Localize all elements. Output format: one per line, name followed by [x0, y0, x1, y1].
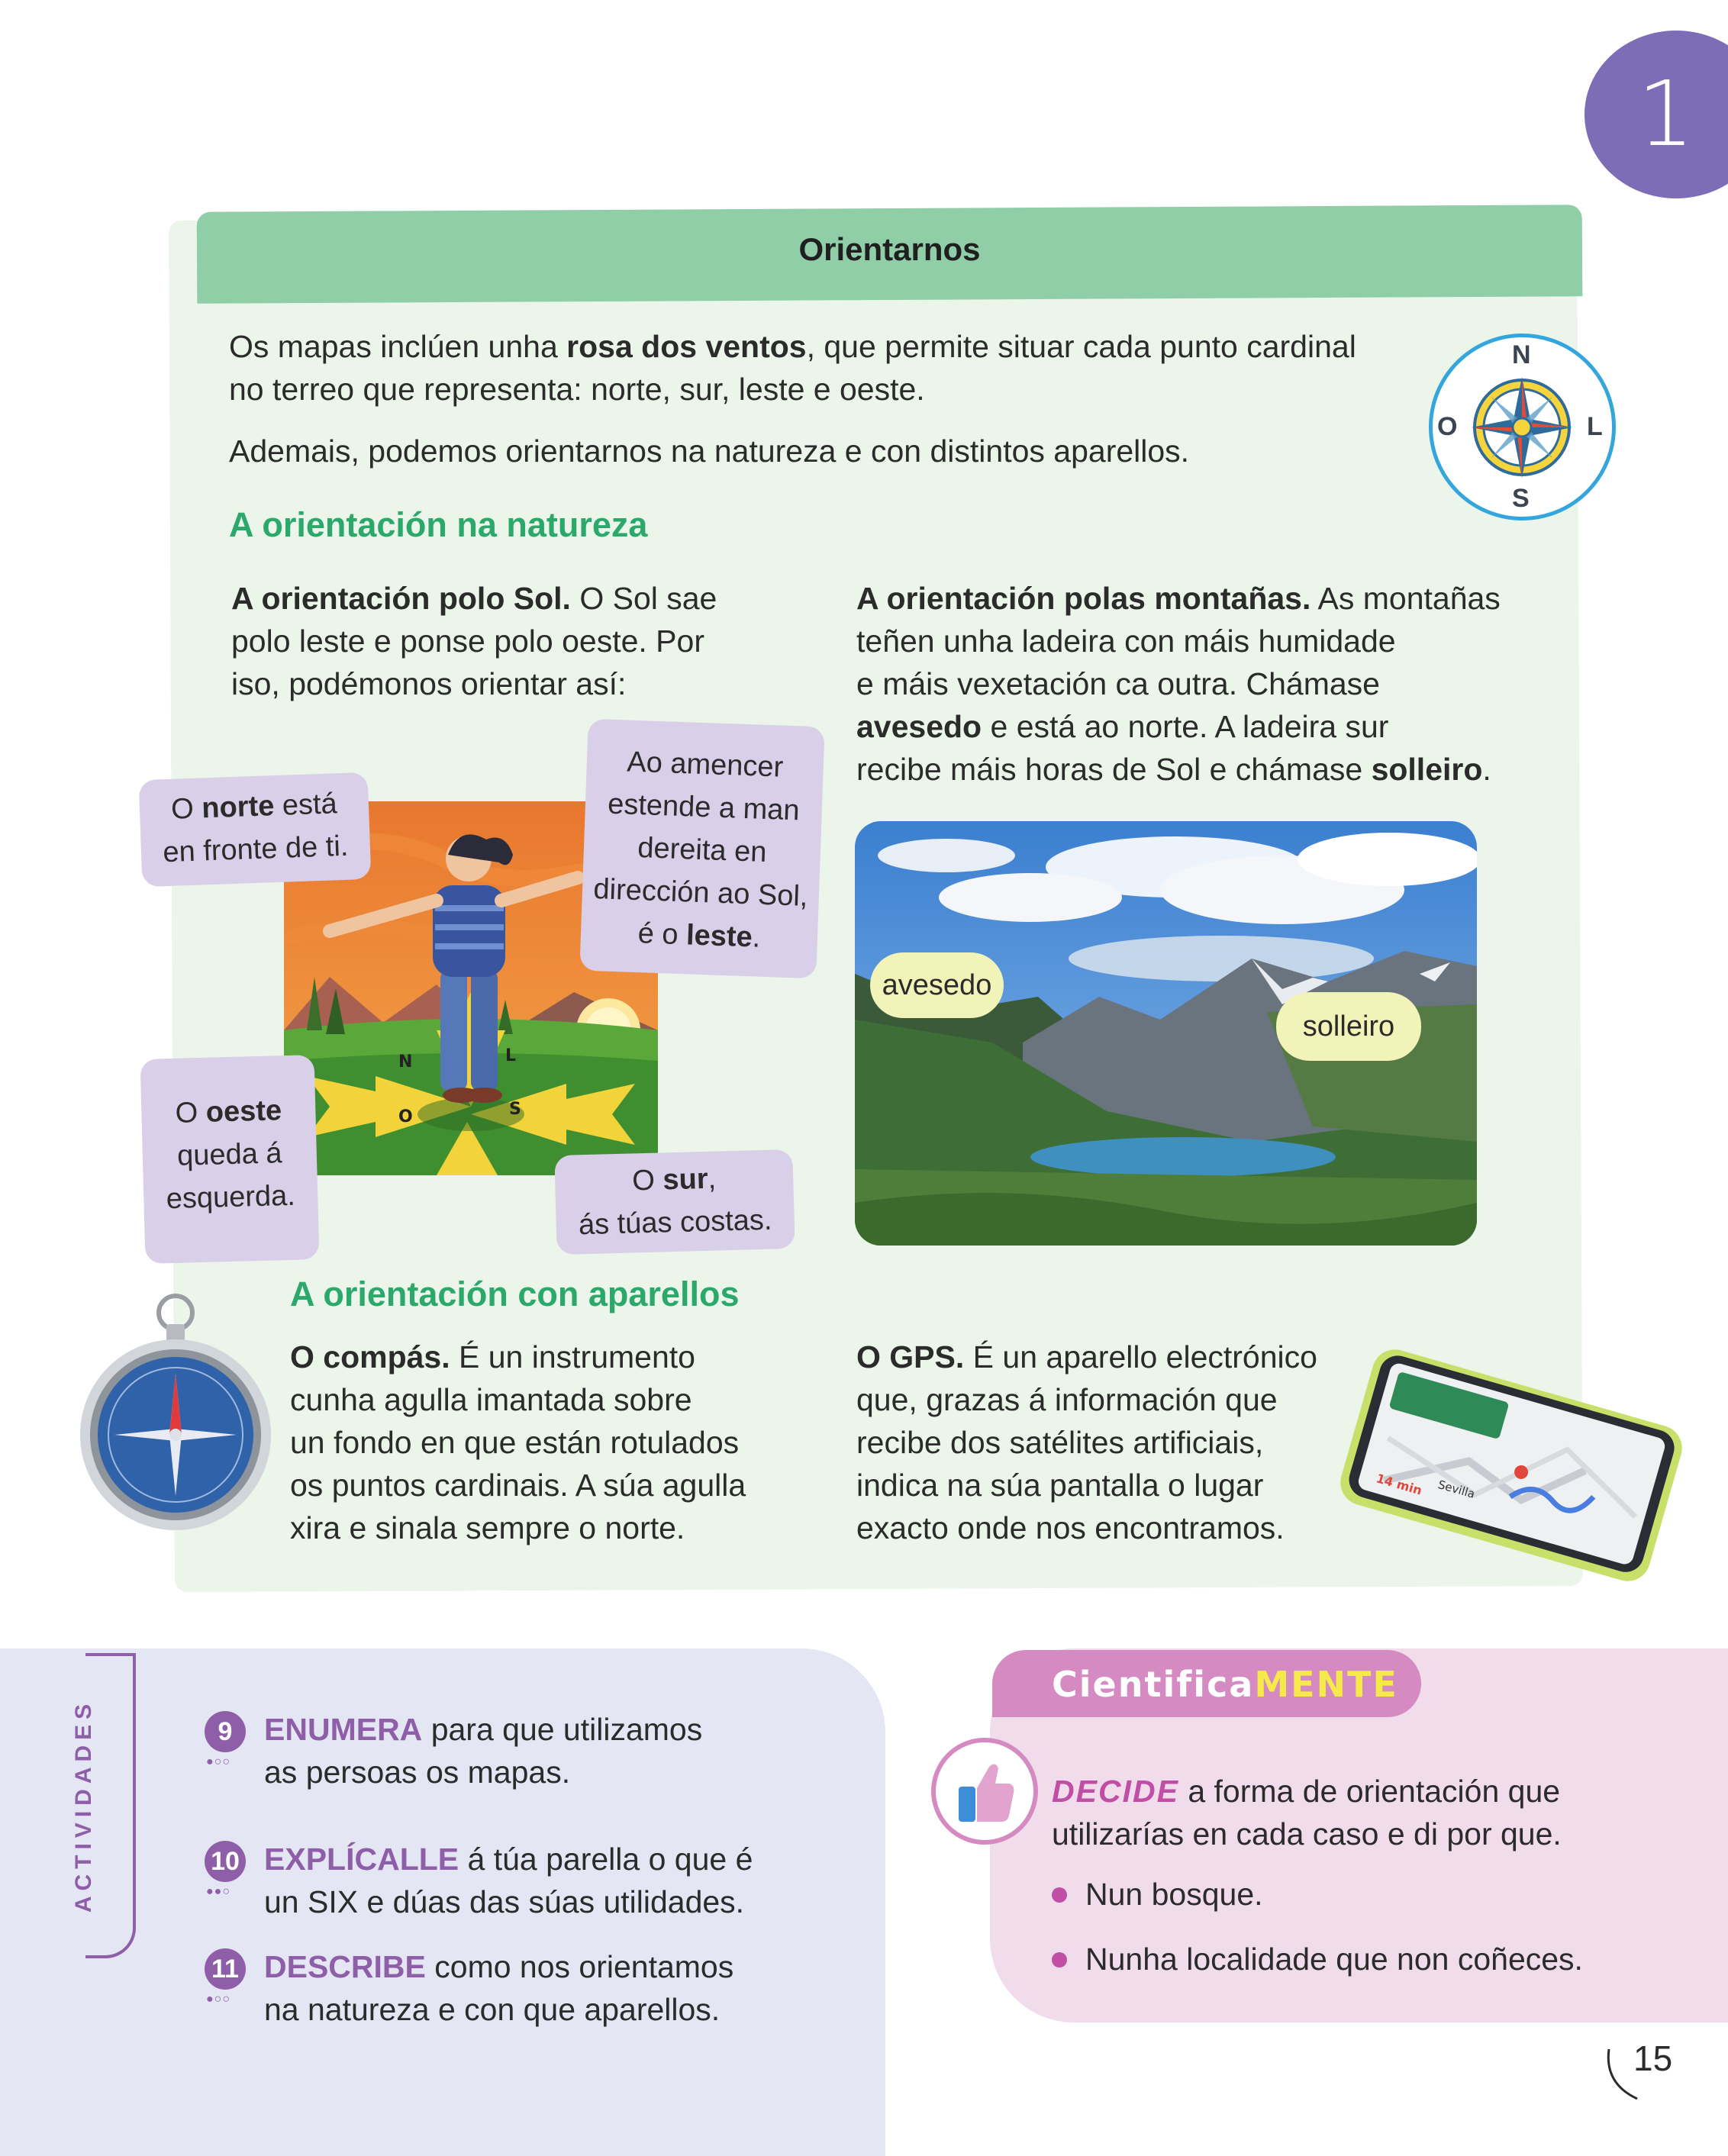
sun-text: O Sol sae [570, 581, 717, 616]
difficulty-dots-icon: ●○○ [206, 1993, 231, 2006]
bubble-text: estende a man [607, 788, 801, 827]
activity-item [264, 1708, 702, 1793]
gps-text: recibe dos satélites artificiais, [856, 1425, 1264, 1460]
illustration-label-o: O [398, 1107, 413, 1126]
compass-text: xira e sinala sempre o norte. [290, 1510, 685, 1545]
cientificamente-prompt [1052, 1770, 1708, 1855]
bubble-text: queda á [176, 1137, 283, 1172]
activity-text: un SIX e dúas das súas utilidades. [264, 1884, 745, 1919]
activity-text: á túa parella o que é [459, 1842, 753, 1877]
mountains-text: e está ao norte. A ladeira sur [982, 709, 1389, 744]
compass-text: É un instrumento [450, 1339, 695, 1374]
compass-rose-icon [1429, 334, 1616, 520]
mountains-text: e máis vexetación ca outra. Chámase [856, 666, 1380, 701]
bullet-icon [1052, 1887, 1067, 1903]
term-avesedo: avesedo [856, 709, 982, 744]
gps-screen-time: 14 min [1374, 1471, 1424, 1498]
compass-text: os puntos cardinais. A súa agulla [290, 1468, 746, 1503]
bubble-south [554, 1149, 795, 1255]
intro-paragraph-2: Ademais, podemos orientarnos na natureza e con distintos aparellos. [229, 433, 1190, 469]
bubble-text: ás túas costas. [578, 1204, 772, 1242]
bubble-text: é o [637, 917, 687, 952]
cm-title-part: Cientifica [1052, 1664, 1255, 1705]
activity-number: 10 [205, 1841, 246, 1882]
thumbs-up-icon [931, 1738, 1038, 1845]
intro-text: no terreo que representa: norte, sur, leste e oeste. [229, 372, 925, 407]
label-avesedo: avesedo [870, 952, 1004, 1018]
cientificamente-title [1052, 1664, 1398, 1705]
activity-verb: ENUMERA [264, 1712, 423, 1747]
bubble-east [579, 719, 824, 979]
bubble-text: esquerda. [166, 1179, 296, 1216]
activity-text: na natureza e con que aparellos. [264, 1992, 721, 2027]
activities-label: ACTIVIDADES [71, 1698, 96, 1913]
bullet-icon [1052, 1952, 1067, 1967]
unit-number: 1 [1637, 61, 1695, 166]
bubble-west [140, 1055, 320, 1264]
activity-number: 11 [205, 1948, 246, 1990]
term-solleiro: solleiro [1371, 752, 1483, 787]
bubble-text: , [708, 1162, 717, 1195]
activity-text: as persoas os mapas. [264, 1755, 571, 1790]
difficulty-dots-icon: ●○○ [206, 1755, 231, 1768]
sun-text: iso, podémonos orientar así: [231, 666, 627, 701]
bubble-text: en fronte de ti. [162, 830, 350, 869]
rose-south-label: S [1512, 484, 1530, 513]
devices-heading: A orientación con aparellos [290, 1275, 740, 1313]
bubble-bold-east: leste [685, 919, 753, 954]
cm-text: utilizarías en cada caso e di por que. [1052, 1816, 1562, 1851]
mountains-text: teñen unha ladeira con máis humidade [856, 624, 1396, 659]
gps-description [856, 1336, 1360, 1549]
activity-verb: DESCRIBE [264, 1949, 426, 1984]
rose-east-label: L [1587, 412, 1603, 441]
mountains-text: recibe máis horas de Sol e chámase [856, 752, 1372, 787]
compass-description [290, 1336, 824, 1549]
intro-text: , que permite situar cada punto cardinal [806, 329, 1356, 364]
label-solleiro: solleiro [1276, 992, 1421, 1061]
activity-item [264, 1838, 753, 1923]
activity-item [264, 1945, 733, 2031]
compass-title: O compás. [290, 1339, 450, 1374]
page-number: 15 [1633, 2038, 1673, 2078]
bubble-text: O [170, 792, 203, 826]
mountains-text: As montañas [1311, 581, 1501, 616]
intro-paragraph-1 [229, 325, 1420, 411]
mountains-title: A orientación polas montañas. [856, 581, 1311, 616]
bubble-bold-west: oeste [205, 1094, 282, 1129]
gps-text: que, grazas á información que [856, 1382, 1278, 1417]
bubble-text: está [273, 788, 338, 823]
gps-text: É un aparello electrónico [964, 1339, 1317, 1374]
sun-text: polo leste e ponse polo oeste. Por [231, 624, 704, 659]
bubble-text: . [751, 921, 761, 954]
nature-heading: A orientación na natureza [229, 505, 648, 544]
bubble-bold-north: norte [201, 790, 276, 825]
sun-orientation-text [231, 577, 811, 705]
compass-device-icon [76, 1290, 275, 1542]
rose-north-label: N [1512, 340, 1531, 369]
sun-title: A orientación polo Sol. [231, 581, 571, 616]
bubble-text: O [175, 1096, 207, 1130]
gps-title: O GPS. [856, 1339, 965, 1374]
intro-bold-term: rosa dos ventos [566, 329, 807, 364]
mountain-landscape-photo [855, 821, 1477, 1246]
compass-text: cunha agulla imantada sobre [290, 1382, 692, 1417]
compass-text: un fondo en que están rotulados [290, 1425, 740, 1460]
cm-bullet-item: Nunha localidade que non coñeces. [1085, 1942, 1583, 1977]
cm-title-highlight: MENTE [1254, 1664, 1398, 1705]
mountain-orientation-text [856, 577, 1543, 791]
activity-number: 9 [205, 1711, 246, 1752]
activity-verb: EXPLÍCALLE [264, 1842, 459, 1877]
bubble-text: Ao amencer [626, 746, 784, 784]
cm-bullet-item: Nun bosque. [1085, 1877, 1263, 1912]
bubble-bold-south: sur [662, 1162, 709, 1197]
cm-verb: DECIDE [1052, 1774, 1179, 1809]
rose-west-label: O [1437, 412, 1458, 441]
gps-screen-city: Sevilla [1436, 1477, 1477, 1501]
bubble-text: dereita en [637, 832, 768, 869]
illustration-label-l: L [505, 1046, 517, 1065]
gps-text: exacto onde nos encontramos. [856, 1510, 1285, 1545]
activity-text: como nos orientamos [425, 1949, 734, 1984]
section-title: Orientarnos [798, 231, 981, 267]
illustration-label-n: N [398, 1052, 413, 1072]
intro-text: Os mapas inclúen unha [229, 329, 567, 364]
illustration-label-s: S [509, 1100, 521, 1119]
bubble-north [139, 772, 372, 887]
gps-phone-icon [1332, 1320, 1691, 1610]
mountains-text: . [1482, 752, 1491, 787]
difficulty-dots-icon: ●●○ [206, 1885, 231, 1898]
bubble-text: O [631, 1164, 663, 1197]
cm-text: a forma de orientación que [1178, 1774, 1561, 1809]
activity-text: para que utilizamos [422, 1712, 703, 1747]
gps-text: indica na súa pantalla o lugar [856, 1468, 1264, 1503]
bubble-text: dirección ao Sol, [592, 873, 809, 913]
